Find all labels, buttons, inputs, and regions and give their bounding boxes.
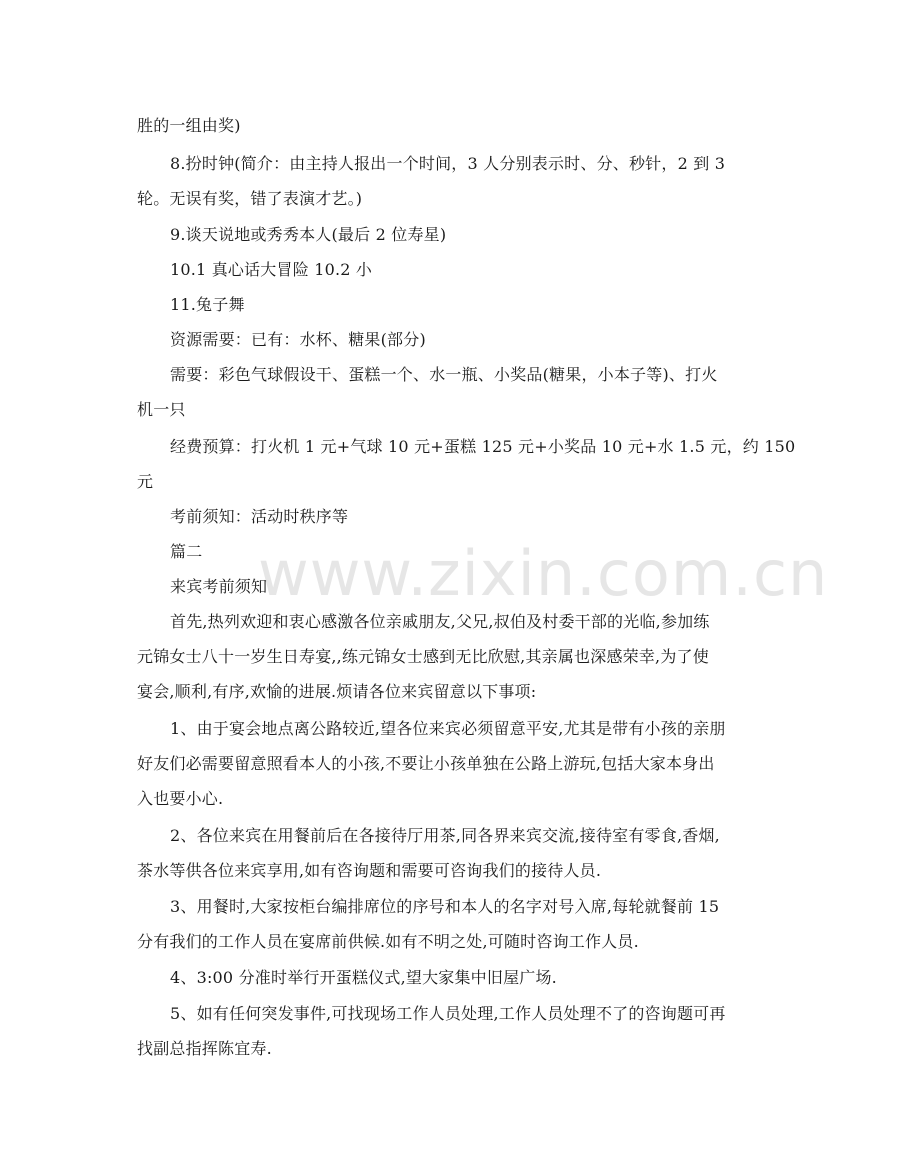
watermark: www.zixin.com.cn — [258, 537, 829, 610]
section-subheading: 来宾考前须知 — [170, 577, 268, 596]
text-line: 11.兔子舞 — [170, 295, 245, 314]
text-line: 机一只 — [137, 400, 186, 419]
text-line: 茶水等供各位来宾享用,如有咨询题和需要可咨询我们的接待人员. — [137, 861, 602, 880]
text-line: 经费预算：打火机 1 元+气球 10 元+蛋糕 125 元+小奖品 10 元+水 1.5 元，约 150 — [170, 437, 796, 456]
text-line: 宴会,顺利,有序,欢愉的进展.烦请各位来宾留意以下事项: — [137, 682, 537, 701]
text-line: 8.扮时钟(简介：由主持人报出一个时间，3 人分别表示时、分、秒针，2 到 3 — [170, 154, 726, 173]
text-line: 好友们必需要留意照看本人的小孩,不要让小孩单独在公路上游玩,包括大家本身出 — [137, 754, 715, 773]
text-line: 考前须知：活动时秩序等 — [170, 507, 349, 526]
text-line: 轮。无误有奖，错了表演才艺。) — [137, 189, 363, 208]
text-line: 首先,热列欢迎和衷心感激各位亲戚朋友,父兄,叔伯及村委干部的光临,参加练 — [170, 612, 710, 631]
section-heading: 篇二 — [170, 542, 203, 561]
text-line: 资源需要：已有：水杯、糖果(部分) — [170, 330, 426, 349]
text-line: 3、用餐时,大家按柜台编排席位的序号和本人的名字对号入席,每轮就餐前 15 — [170, 897, 720, 916]
text-line: 元锦女士八十一岁生日寿宴,,练元锦女士感到无比欣慰,其亲属也深感荣幸,为了使 — [137, 647, 709, 666]
text-line: 入也要小心. — [137, 789, 224, 808]
text-line: 分有我们的工作人员在宴席前供候.如有不明之处,可随时咨询工作人员. — [137, 932, 639, 951]
text-line: 需要：彩色气球假设干、蛋糕一个、水一瓶、小奖品(糖果，小本子等)、打火 — [170, 365, 718, 384]
text-line: 9.谈天说地或秀秀本人(最后 2 位寿星) — [170, 225, 447, 244]
text-line: 2、各位来宾在用餐前后在各接待厅用茶,同各界来宾交流,接待室有零食,香烟, — [170, 826, 720, 845]
text-line: 5、如有任何突发事件,可找现场工作人员处理,工作人员处理不了的咨询题可再 — [170, 1004, 726, 1023]
text-line: 元 — [137, 472, 154, 491]
text-line: 找副总指挥陈宜寿. — [137, 1039, 272, 1058]
text-line: 4、3:00 分准时举行开蛋糕仪式,望大家集中旧屋广场. — [170, 968, 557, 987]
text-line: 10.1 真心话大冒险 10.2 小 — [170, 260, 373, 279]
text-line: 1、由于宴会地点离公路较近,望各位来宾必须留意平安,尤其是带有小孩的亲朋 — [170, 719, 726, 738]
text-line: 胜的一组由奖) — [137, 116, 241, 135]
